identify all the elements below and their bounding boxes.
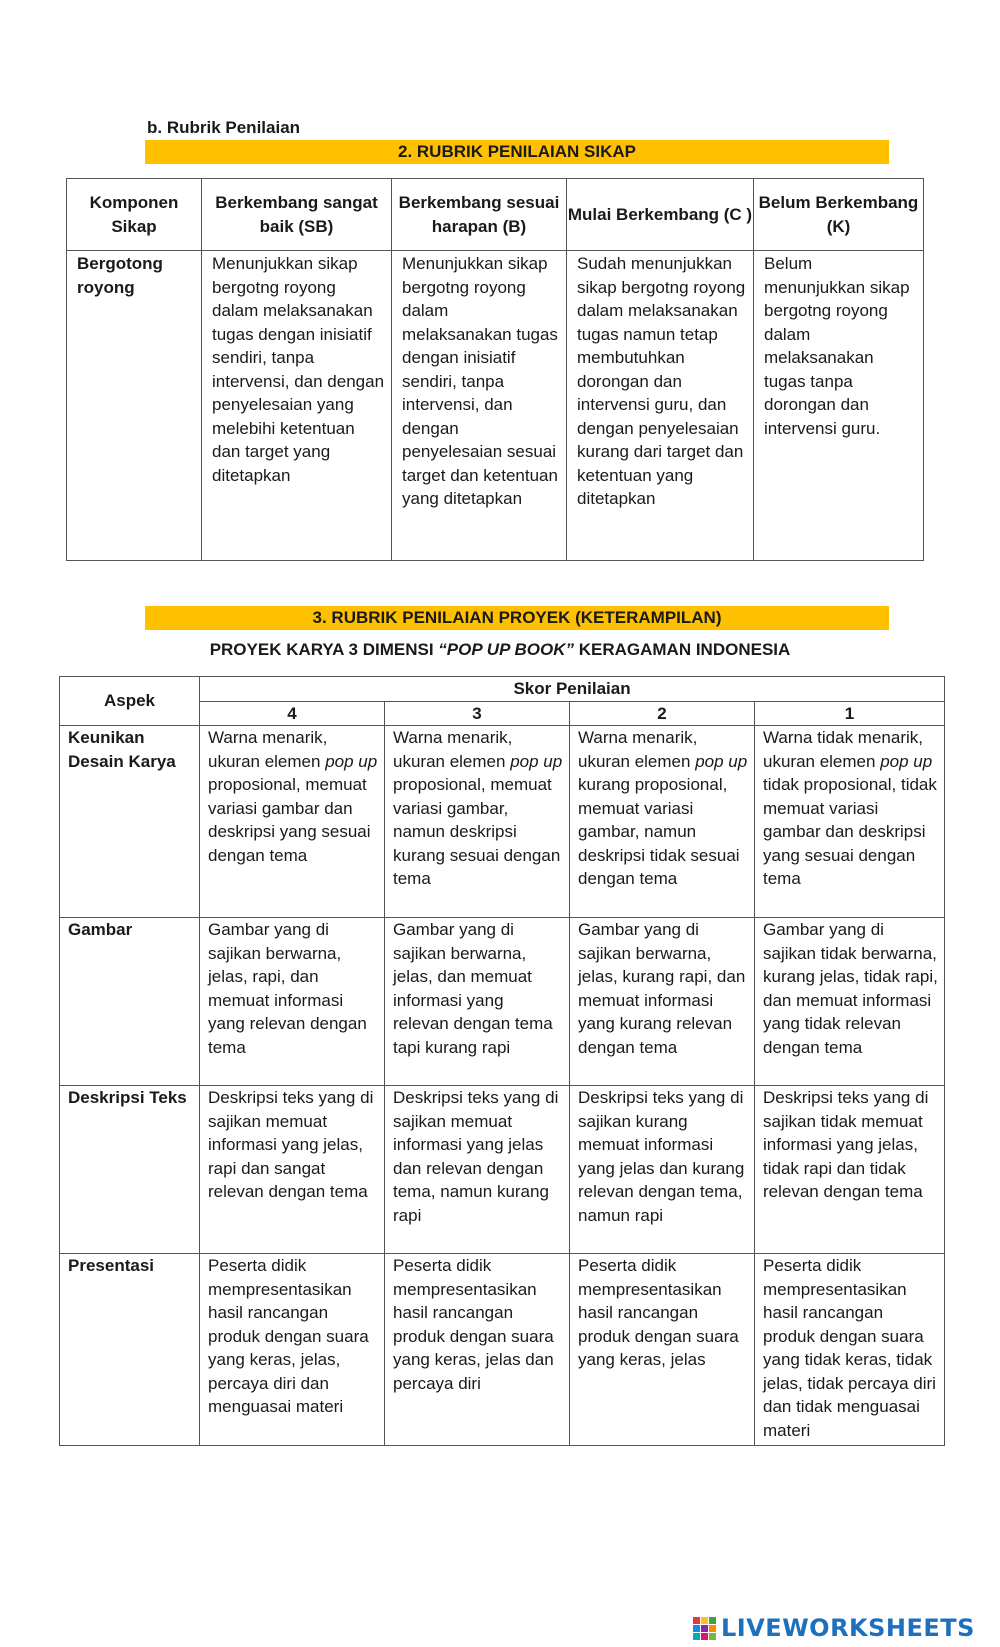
rubric-cell: Peserta didik mempresentasikan hasil rancangan produk dengan suara yang tidak keras, tidak jelas, tidak percaya diri dan tidak menguasai materi	[755, 1254, 945, 1446]
header-skor: Skor Penilaian	[200, 677, 945, 702]
rubric-cell: Warna tidak menarik, ukuran elemen pop up tidak proposional, tidak memuat variasi gambar dan deskripsi yang sesuai dengan tema	[755, 726, 945, 918]
logo-square	[693, 1617, 700, 1624]
k-cell: Belum menunjukkan sikap bergotng royong dalam melaksanakan tugas tanpa dorongan dan intervensi guru.	[754, 251, 924, 561]
logo-square	[709, 1633, 716, 1640]
rubric-cell: Gambar yang di sajikan berwarna, jelas, kurang rapi, dan memuat informasi yang kurang relevan dengan tema	[570, 918, 755, 1086]
score-4: 4	[200, 701, 385, 726]
aspek-cell: Presentasi	[60, 1254, 200, 1446]
banner-rubrik-sikap: 2. RUBRIK PENILAIAN SIKAP	[145, 140, 889, 164]
header-b: Berkembang sesuai harapan (B)	[392, 179, 567, 251]
logo-square	[693, 1625, 700, 1632]
b-cell: Menunjukkan sikap bergotng royong dalam melaksanakan tugas dengan inisiatif sendiri, tanpa intervensi, dan dengan penyelesaian sesuai target dan ketentuan yang ditetapkan	[392, 251, 567, 561]
rubric-cell: Deskripsi teks yang di sajikan memuat informasi yang jelas dan relevan dengan tema, namun kurang rapi	[385, 1086, 570, 1254]
rubric-cell: Gambar yang di sajikan berwarna, jelas, dan memuat informasi yang relevan dengan tema tapi kurang rapi	[385, 918, 570, 1086]
rubric-cell: Gambar yang di sajikan berwarna, jelas, rapi, dan memuat informasi yang relevan dengan tema	[200, 918, 385, 1086]
rubric-cell: Warna menarik, ukuran elemen pop up proposional, memuat variasi gambar, namun deskripsi kurang sesuai dengan tema	[385, 726, 570, 918]
table-row	[60, 726, 945, 918]
logo-text: LIVEWORKSHEETS	[721, 1614, 975, 1642]
rubric-cell: Deskripsi teks yang di sajikan kurang memuat informasi yang jelas dan kurang relevan dengan tema, namun rapi	[570, 1086, 755, 1254]
liveworksheets-logo[interactable]	[693, 1614, 975, 1642]
rubric-cell: Warna menarik, ukuran elemen pop up kurang proposional, memuat variasi gambar, namun deskripsi tidak sesuai dengan tema	[570, 726, 755, 918]
komponen-cell: Bergotong royong	[67, 251, 202, 561]
section-label: b. Rubrik Penilaian	[147, 118, 301, 137]
header-k: Belum Berkembang (K)	[754, 179, 924, 251]
rubrik-sikap-table	[66, 178, 924, 561]
score-1: 1	[755, 701, 945, 726]
score-2: 2	[570, 701, 755, 726]
table-row	[60, 1254, 945, 1446]
header-aspek: Aspek	[60, 677, 200, 726]
sb-cell: Menunjukkan sikap bergotng royong dalam melaksanakan tugas dengan inisiatif sendiri, tanpa intervensi, dan dengan penyelesaian yang melebihi ketentuan dan target yang ditetapkan	[202, 251, 392, 561]
proyek-subtitle: PROYEK KARYA 3 DIMENSI “POP UP BOOK” KERAGAMAN INDONESIA	[209, 640, 791, 659]
logo-square	[701, 1625, 708, 1632]
logo-square	[693, 1633, 700, 1640]
table-row	[60, 1086, 945, 1254]
c-cell: Sudah menunjukkan sikap bergotng royong dalam melaksanakan tugas namun tetap membutuhkan dorongan dan intervensi guru, dan dengan penyelesaian kurang dari target dan ketentuan yang ditetapkan	[567, 251, 754, 561]
rubric-cell: Peserta didik mempresentasikan hasil rancangan produk dengan suara yang keras, jelas	[570, 1254, 755, 1446]
aspek-cell: Deskripsi Teks	[60, 1086, 200, 1254]
rubric-cell: Gambar yang di sajikan tidak berwarna, kurang jelas, tidak rapi, dan memuat informasi yang tidak relevan dengan tema	[755, 918, 945, 1086]
logo-square	[709, 1625, 716, 1632]
score-3: 3	[385, 701, 570, 726]
header-komponen: Komponen Sikap	[67, 179, 202, 251]
table-row	[60, 918, 945, 1086]
rubric-cell: Deskripsi teks yang di sajikan tidak memuat informasi yang jelas, tidak rapi dan tidak relevan dengan tema	[755, 1086, 945, 1254]
rubric-cell: Peserta didik mempresentasikan hasil rancangan produk dengan suara yang keras, jelas, percaya diri dan menguasai materi	[200, 1254, 385, 1446]
logo-square	[709, 1617, 716, 1624]
aspek-cell: Gambar	[60, 918, 200, 1086]
banner-rubrik-proyek: 3. RUBRIK PENILAIAN PROYEK (KETERAMPILAN)	[145, 606, 889, 630]
table-row	[67, 251, 924, 561]
logo-square	[701, 1633, 708, 1640]
header-sb: Berkembang sangat baik (SB)	[202, 179, 392, 251]
rubric-cell: Peserta didik mempresentasikan hasil rancangan produk dengan suara yang keras, jelas dan percaya diri	[385, 1254, 570, 1446]
aspek-cell: Keunikan Desain Karya	[60, 726, 200, 918]
header-c: Mulai Berkembang (C )	[567, 179, 754, 251]
rubric-cell: Deskripsi teks yang di sajikan memuat informasi yang jelas, rapi dan sangat relevan dengan tema	[200, 1086, 385, 1254]
logo-square	[701, 1617, 708, 1624]
rubric-cell: Warna menarik, ukuran elemen pop up proposional, memuat variasi gambar dan deskripsi yang sesuai dengan tema	[200, 726, 385, 918]
logo-grid-icon	[693, 1617, 716, 1640]
rubrik-proyek-table	[59, 676, 945, 1446]
